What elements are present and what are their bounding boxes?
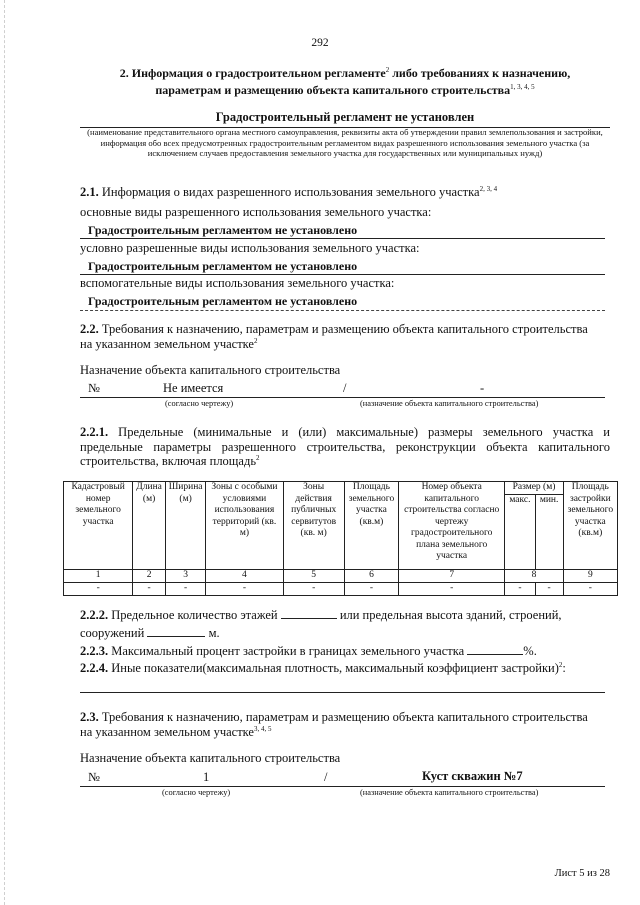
table-cell: -	[563, 583, 617, 596]
percent-unit: %.	[523, 644, 537, 658]
regulation-status: Градостроительный регламент не установлен	[215, 110, 475, 124]
caption-purpose: (назначение объекта капитального строительства)	[360, 399, 539, 408]
header-size-min: мин.	[535, 495, 563, 570]
section-2-2-1-text: Предельные (минимальные и (или) максимальные) размеры земельного участка и предельные параметры разрешенного строительства, реконструкции объекта капитального строительства, включая площадь	[80, 425, 610, 468]
section-2-3-text: Требования к назначению, параметрам и размещению объекта капитального строительства	[98, 710, 588, 724]
table-header-row	[64, 482, 618, 495]
section-2-2-2	[80, 607, 615, 623]
table-cell: 3	[165, 570, 206, 583]
section-2-3-text-line2: на указанном земельном участке	[80, 725, 254, 739]
header-easement-zones: Зоны действия публичных сервитутов (кв. м)	[283, 482, 344, 570]
rule-line	[80, 238, 605, 239]
table-cell: -	[535, 583, 563, 596]
header-width: Ширина (м)	[165, 482, 206, 570]
max-height-text: или предельная высота зданий, строений,	[336, 608, 562, 622]
max-coverage-text: Максимальный процент застройки в границах земельного участка	[108, 644, 465, 658]
conditional-uses-value: Градостроительным регламентом не установлено	[88, 259, 358, 273]
page-margin-dots	[4, 0, 5, 905]
rule-line	[80, 786, 605, 787]
section-number: 2.2.3.	[80, 644, 109, 658]
table-cell: 1	[64, 570, 133, 583]
section-2-2-text-line2: на указанном земельном участке	[80, 337, 254, 351]
section-number: 2.2.4.	[80, 661, 109, 675]
footnote-ref: 1, 3, 4, 5	[510, 83, 535, 91]
table-cell: 5	[283, 570, 344, 583]
footnote-ref: 3, 4, 5	[253, 724, 272, 733]
table-row	[64, 570, 618, 583]
header-building-area: Площадь застройки земельного участка (кв.м)	[563, 482, 617, 570]
rule-line	[80, 274, 605, 275]
section-2-2-text: Требования к назначению, параметрам и размещению объекта капитального строительства	[98, 322, 588, 336]
auxiliary-uses-value: Градостроительным регламентом не установлено	[88, 294, 358, 308]
header-plot-area: Площадь земельного участка (кв.м)	[344, 482, 398, 570]
object-number-value: Не имеется	[163, 381, 224, 395]
regulation-caption: (наименование представительного органа местного самоуправления, реквизиты акта об утверждении правил землепользования и застройки, информация обо всех предусмотренных градостроительным регламентом видах разрешенного использования земельного участка (за исключением случаев предоставления земельного участка для государственных или муниципальных нужд)	[87, 127, 603, 158]
section-2-1-text: Информация о видах разрешенного использования земельного участка	[98, 185, 480, 199]
table-cell: -	[399, 583, 505, 596]
other-indicators-text: Иные показатели(максимальная плотность, максимальный коэффициент застройки)	[108, 661, 559, 675]
section-2-1-heading	[80, 185, 610, 200]
section-2-2-4	[80, 661, 615, 676]
footnote-ref: 2	[385, 66, 390, 74]
section-2-2-heading	[80, 322, 615, 352]
section-2-2-3	[80, 643, 615, 659]
section-2-2-1-heading	[80, 425, 610, 469]
structures-text: сооружений	[80, 626, 145, 640]
sheet-counter: Лист 5 из 28	[554, 868, 610, 879]
section-number: 2.2.1.	[80, 425, 109, 439]
header-object-number: Номер объекта капитального строительства согласно чертежу градостроительного плана земельного участка	[399, 482, 505, 570]
main-uses-label: основные виды разрешенного использования земельного участка:	[80, 205, 432, 219]
header-size: Размер (м)	[505, 482, 563, 495]
table-cell: 7	[399, 570, 505, 583]
number-label: №	[88, 770, 100, 784]
section-2-title-line2: параметрам и размещению объекта капитального строительства	[155, 83, 511, 97]
section-number: 2.2.2.	[80, 608, 109, 622]
header-cadastral-number: Кадастровый номер земельного участка	[64, 482, 133, 570]
header-length: Длина (м)	[133, 482, 166, 570]
slash-separator: /	[343, 381, 347, 395]
main-uses-value: Градостроительным регламентом не установлено	[88, 223, 358, 237]
section-2-2-2-cont	[80, 625, 220, 641]
object-purpose-value: Куст скважин №7	[422, 769, 523, 783]
table-cell: -	[283, 583, 344, 596]
caption-drawing: (согласно чертежу)	[165, 399, 234, 408]
caption-drawing: (согласно чертежу)	[162, 788, 231, 797]
object-number-value: 1	[203, 770, 210, 784]
rule-line	[80, 692, 605, 693]
table-cell: 9	[563, 570, 617, 583]
max-floors-text: Предельное количество этажей	[108, 608, 278, 622]
max-coverage-blank	[467, 643, 523, 655]
table-cell: -	[133, 583, 166, 596]
colon: :	[562, 661, 566, 675]
rule-line	[80, 310, 605, 311]
footnote-ref: 2	[558, 660, 563, 669]
conditional-uses-label: условно разрешенные виды использования земельного участка:	[80, 241, 420, 255]
section-2-title	[80, 65, 610, 99]
parameters-table	[63, 481, 618, 596]
section-number: 2.2.	[80, 322, 99, 336]
table-row	[64, 583, 618, 596]
table-cell: -	[64, 583, 133, 596]
section-2-title-part1: 2. Информация о градостроительном регламенте	[119, 66, 386, 80]
object-purpose-label: Назначение объекта капитального строительства	[80, 751, 341, 765]
section-number: 2.3.	[80, 710, 99, 724]
table-cell: 2	[133, 570, 166, 583]
section-number: 2.1.	[80, 185, 99, 199]
section-2-title-part2: либо требованиях к назначению,	[389, 66, 571, 80]
caption-purpose: (назначение объекта капитального строительства)	[360, 788, 539, 797]
table-cell: 8	[505, 570, 563, 583]
header-special-zones: Зоны с особыми условиями использования территорий (кв. м)	[206, 482, 283, 570]
auxiliary-uses-label: вспомогательные виды использования земельного участка:	[80, 276, 395, 290]
footnote-ref: 2	[253, 336, 258, 345]
table-cell: -	[165, 583, 206, 596]
max-height-blank	[147, 625, 205, 637]
table-cell: 6	[344, 570, 398, 583]
footnote-ref: 2	[256, 453, 260, 462]
max-floors-blank	[281, 607, 337, 619]
section-2-3-heading	[80, 710, 615, 740]
number-label: №	[88, 381, 100, 395]
page-number: 292	[311, 37, 329, 49]
object-purpose-label: Назначение объекта капитального строительства	[80, 363, 341, 377]
rule-line	[80, 397, 605, 398]
table-cell: -	[344, 583, 398, 596]
table-cell: -	[505, 583, 535, 596]
header-size-max: макс.	[505, 495, 535, 570]
footnote-ref: 2, 3, 4	[479, 184, 498, 193]
meters-unit: м.	[205, 626, 220, 640]
object-purpose-value: -	[480, 381, 485, 395]
table-cell: 4	[206, 570, 283, 583]
table-cell: -	[206, 583, 283, 596]
slash-separator: /	[324, 770, 328, 784]
